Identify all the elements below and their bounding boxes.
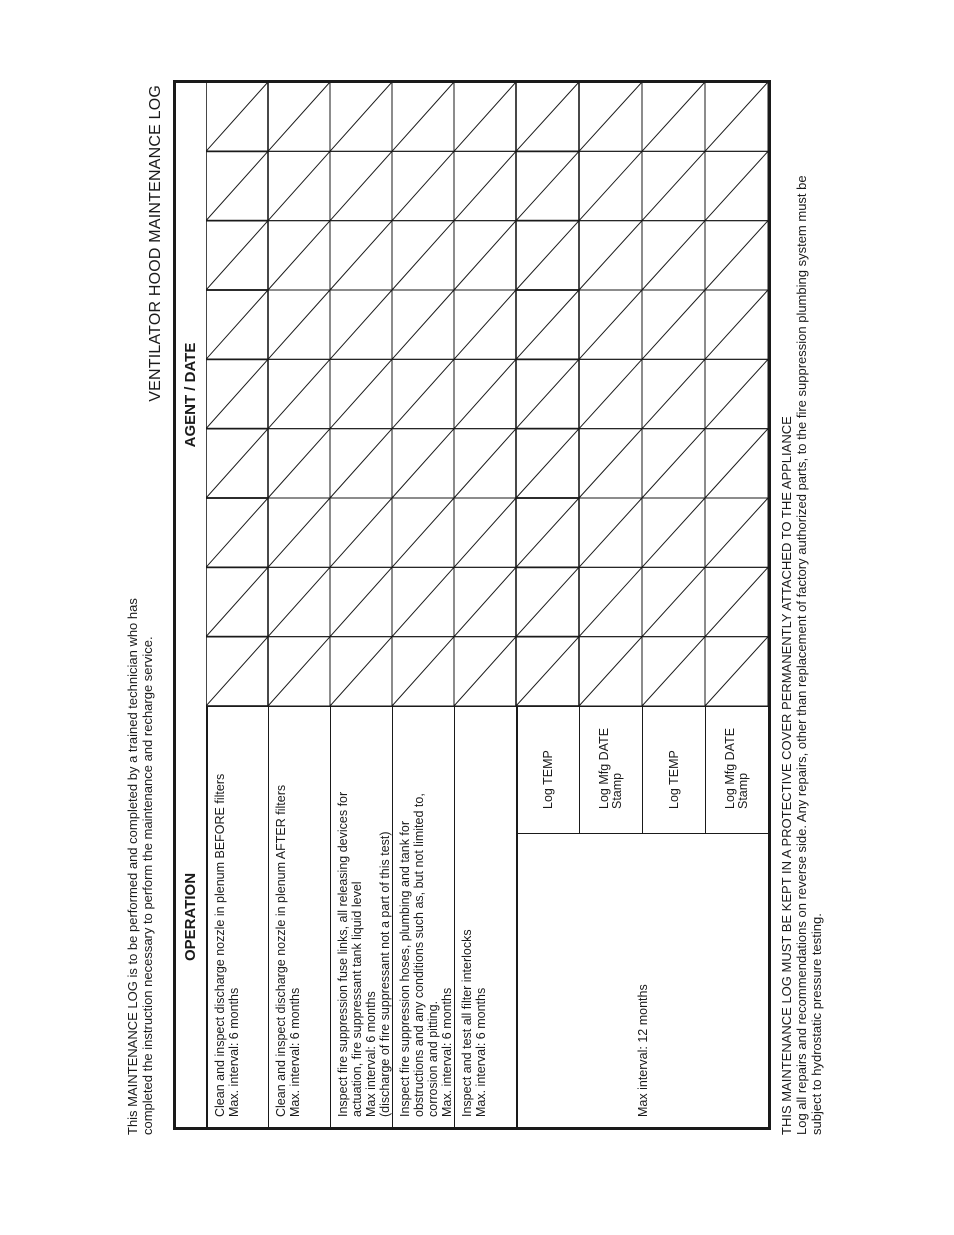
agent-date-cell[interactable] [454, 498, 516, 567]
agent-date-cell[interactable] [516, 151, 579, 220]
cell-diagonal [642, 290, 705, 359]
cell-diagonal [330, 151, 392, 220]
agent-date-cell[interactable] [454, 567, 516, 636]
temp-log-line: Log TEMP [666, 750, 681, 809]
agent-date-cell[interactable] [392, 359, 454, 428]
agent-date-cell[interactable] [705, 359, 768, 428]
operation-line: Max. interval: 6 months [227, 987, 241, 1117]
agent-date-cell[interactable] [579, 82, 642, 151]
agent-date-cell[interactable] [206, 151, 268, 220]
agent-date-cell[interactable] [268, 359, 330, 428]
agent-date-cell[interactable] [642, 359, 705, 428]
cell-diagonal [642, 637, 705, 706]
table-body [206, 83, 768, 1127]
agent-date-cell[interactable] [268, 151, 330, 220]
cell-diagonal [330, 429, 392, 498]
agent-date-cell[interactable] [330, 290, 392, 359]
agent-date-cell[interactable] [516, 429, 579, 498]
cell-diagonal [206, 359, 268, 428]
temp-log-line: Log TEMP [541, 750, 555, 809]
operation-line: (discharge of fire suppressant not a part of this test) [378, 831, 392, 1117]
cell-diagonal [206, 82, 268, 151]
operation-row [206, 707, 268, 1127]
agent-date-grid [206, 83, 768, 707]
cell-diagonal [705, 82, 768, 151]
agent-date-cell[interactable] [330, 637, 392, 706]
agent-date-cell[interactable] [642, 82, 705, 151]
agent-date-cell[interactable] [454, 290, 516, 359]
cell-diagonal [516, 429, 579, 498]
agent-date-cell[interactable] [516, 82, 579, 151]
agent-date-cell[interactable] [392, 290, 454, 359]
intro-line-2: completed the instruction necessary to perform the maintenance and recharge service. [140, 636, 155, 1135]
cell-diagonal [454, 498, 516, 567]
agent-date-cell[interactable] [206, 359, 268, 428]
cell-diagonal [206, 151, 268, 220]
agent-date-cell[interactable] [579, 498, 642, 567]
operation-text [269, 707, 302, 1127]
cell-diagonal [330, 290, 392, 359]
cell-diagonal [579, 637, 642, 706]
cell-diagonal [454, 82, 516, 151]
page-title: VENTILATOR HOOD MAINTENANCE LOG [147, 85, 164, 402]
cell-diagonal [516, 290, 579, 359]
operation-header: OPERATION [182, 872, 199, 962]
agent-date-cell[interactable] [206, 567, 268, 636]
agent-date-cell[interactable] [392, 221, 454, 290]
maintenance-log-page [115, 45, 835, 1145]
cell-diagonal [392, 359, 454, 428]
agent-date-cell[interactable] [705, 637, 768, 706]
cell-diagonal [579, 82, 642, 151]
agent-date-cell[interactable] [206, 221, 268, 290]
operation-text [393, 707, 454, 1127]
agent-date-cell[interactable] [268, 429, 330, 498]
cell-diagonal [642, 151, 705, 220]
cell-diagonal [268, 359, 330, 428]
temp-log-row [579, 707, 642, 834]
cell-diagonal [705, 290, 768, 359]
temp-log-line: Stamp [736, 772, 750, 809]
cell-diagonal [642, 429, 705, 498]
agent-date-cells [206, 82, 768, 706]
cell-diagonal [454, 359, 516, 428]
cell-diagonal [330, 359, 392, 428]
agent-date-header: AGENT / DATE [182, 342, 199, 448]
temp-log-row [705, 707, 768, 834]
cell-diagonal [642, 567, 705, 636]
cell-diagonal [392, 498, 454, 567]
operation-row [330, 707, 392, 1127]
operation-text [455, 707, 488, 1127]
agent-date-cell[interactable] [268, 221, 330, 290]
agent-date-cell[interactable] [206, 637, 268, 706]
cell-diagonal [206, 637, 268, 706]
agent-date-cell[interactable] [705, 221, 768, 290]
cell-diagonal [579, 567, 642, 636]
agent-date-cell[interactable] [579, 567, 642, 636]
cell-diagonal [330, 498, 392, 567]
cell-diagonal [206, 221, 268, 290]
agent-date-cell[interactable] [516, 498, 579, 567]
cell-diagonal [642, 498, 705, 567]
temp-interval-label: Max interval: 12 months [516, 834, 768, 1127]
cell-diagonal [516, 567, 579, 636]
agent-date-cell[interactable] [392, 151, 454, 220]
cell-diagonal [392, 290, 454, 359]
cell-diagonal [330, 82, 392, 151]
agent-date-cell[interactable] [705, 151, 768, 220]
agent-date-cell[interactable] [392, 82, 454, 151]
operation-row [268, 707, 330, 1127]
agent-date-cell[interactable] [454, 151, 516, 220]
agent-date-cell[interactable] [579, 290, 642, 359]
operation-text [208, 707, 241, 1127]
agent-date-cell[interactable] [330, 82, 392, 151]
temp-log-row [642, 707, 705, 834]
agent-date-cell[interactable] [705, 498, 768, 567]
cell-diagonal [516, 82, 579, 151]
agent-date-cell[interactable] [516, 637, 579, 706]
agent-date-cell[interactable] [268, 290, 330, 359]
intro-text [125, 495, 155, 1135]
agent-date-cell[interactable] [705, 567, 768, 636]
cell-diagonal [268, 290, 330, 359]
agent-date-cell[interactable] [642, 498, 705, 567]
temp-log-line: Log Mfg DATE [723, 727, 737, 809]
footer-notes [779, 65, 824, 1135]
cell-diagonal [579, 429, 642, 498]
cell-diagonal [579, 151, 642, 220]
operation-row [392, 707, 454, 1127]
agent-date-cell[interactable] [206, 498, 268, 567]
cell-diagonal [392, 637, 454, 706]
agent-date-cell[interactable] [330, 221, 392, 290]
operation-line: obstructions and any conditions such as, but not limited to, [412, 793, 426, 1117]
temp-log-line: Log Mfg DATE [597, 727, 611, 809]
cell-diagonal [454, 290, 516, 359]
agent-date-cell[interactable] [705, 290, 768, 359]
agent-date-cell[interactable] [642, 221, 705, 290]
agent-date-cell[interactable] [579, 429, 642, 498]
cell-diagonal [392, 221, 454, 290]
operation-line: Max. interval: 6 months [288, 987, 302, 1117]
cell-diagonal [642, 82, 705, 151]
agent-date-cell[interactable] [392, 429, 454, 498]
agent-date-cell[interactable] [705, 429, 768, 498]
agent-date-cell[interactable] [516, 221, 579, 290]
cell-diagonal [268, 151, 330, 220]
temp-log-text [598, 728, 624, 809]
agent-date-cell[interactable] [579, 637, 642, 706]
cell-diagonal [642, 221, 705, 290]
agent-date-cell[interactable] [206, 429, 268, 498]
operation-line: Max interval: 6 months [364, 991, 378, 1117]
agent-date-cell[interactable] [579, 221, 642, 290]
agent-date-cell[interactable] [516, 359, 579, 428]
footer-note-2: subject to hydrostatic pressure testing. [809, 913, 824, 1135]
operation-line: Inspect fire suppression fuse links, all releasing devices for [336, 791, 350, 1117]
cell-diagonal [268, 82, 330, 151]
agent-date-cell[interactable] [330, 151, 392, 220]
operation-line: actuation, fire suppressant tank liquid level [350, 881, 364, 1117]
cell-diagonal [516, 498, 579, 567]
cell-diagonal [268, 498, 330, 567]
operation-line: corrosion and pitting. [426, 1000, 440, 1117]
cell-diagonal [268, 637, 330, 706]
agent-date-cell[interactable] [642, 637, 705, 706]
cell-diagonal [705, 567, 768, 636]
agent-date-cell[interactable] [206, 82, 268, 151]
footer-note-1: Log all repairs and recommendations on reverse side. Any repairs, other than replacement of factory authorized parts, to the fire suppression plumbing system must be [794, 175, 809, 1135]
cell-diagonal [206, 567, 268, 636]
cell-diagonal [705, 359, 768, 428]
agent-date-cell[interactable] [330, 498, 392, 567]
cell-diagonal [642, 359, 705, 428]
cell-diagonal [392, 82, 454, 151]
agent-date-cell[interactable] [642, 567, 705, 636]
cell-diagonal [705, 429, 768, 498]
cell-diagonal [705, 151, 768, 220]
cell-diagonal [516, 637, 579, 706]
agent-date-cell[interactable] [206, 290, 268, 359]
cell-diagonal [268, 221, 330, 290]
cell-diagonal [705, 637, 768, 706]
cell-diagonal [330, 221, 392, 290]
agent-date-cell[interactable] [516, 567, 579, 636]
cell-diagonal [579, 290, 642, 359]
operation-line: Inspect fire suppression hoses, plumbing and tank for [398, 820, 412, 1117]
temp-log-text [668, 750, 681, 809]
temp-log-text [724, 728, 750, 809]
cell-diagonal [516, 151, 579, 220]
agent-date-cell[interactable] [268, 498, 330, 567]
agent-date-cell[interactable] [392, 637, 454, 706]
agent-date-cell[interactable] [454, 359, 516, 428]
maintenance-log-table [173, 80, 771, 1130]
cell-diagonal [705, 498, 768, 567]
agent-date-cell[interactable] [392, 567, 454, 636]
cell-diagonal [454, 567, 516, 636]
cell-diagonal [268, 567, 330, 636]
temp-log-row [516, 707, 579, 834]
temp-log-line: Stamp [610, 772, 624, 809]
agent-date-cell[interactable] [454, 82, 516, 151]
cell-diagonal [330, 567, 392, 636]
cell-diagonal [392, 151, 454, 220]
agent-date-cell[interactable] [268, 82, 330, 151]
cell-diagonal [516, 221, 579, 290]
cell-diagonal [206, 290, 268, 359]
cell-diagonal [206, 498, 268, 567]
operation-line: Max. interval: 6 months [440, 987, 454, 1117]
agent-date-cell[interactable] [268, 637, 330, 706]
cell-diagonal [392, 429, 454, 498]
operation-line: Inspect and test all filter interlocks [460, 929, 474, 1117]
operation-text [331, 707, 392, 1127]
agent-date-cell[interactable] [454, 637, 516, 706]
cell-diagonal [579, 221, 642, 290]
cell-diagonal [330, 637, 392, 706]
temp-log-text [542, 750, 555, 809]
agent-date-cell[interactable] [579, 151, 642, 220]
agent-date-cell[interactable] [516, 290, 579, 359]
agent-date-cell[interactable] [642, 429, 705, 498]
agent-date-cell[interactable] [330, 567, 392, 636]
cell-diagonal [206, 429, 268, 498]
operation-row [454, 707, 516, 1127]
intro-line-1: This MAINTENANCE LOG is to be performed and completed by a trained technician who has [125, 598, 140, 1135]
agent-date-cell[interactable] [268, 567, 330, 636]
footer-warning: THIS MAINTENANCE LOG MUST BE KEPT IN A PROTECTIVE COVER PERMANENTLY ATTACHED TO THE APPLIANCE [779, 416, 794, 1135]
cell-diagonal [516, 359, 579, 428]
agent-date-cell[interactable] [392, 498, 454, 567]
agent-date-cell[interactable] [642, 151, 705, 220]
agent-date-cell[interactable] [705, 82, 768, 151]
cell-diagonal [392, 567, 454, 636]
agent-date-cell[interactable] [642, 290, 705, 359]
cell-diagonal [579, 498, 642, 567]
cell-diagonal [705, 221, 768, 290]
operation-line: Max. interval: 6 months [474, 987, 488, 1117]
agent-date-cell[interactable] [330, 429, 392, 498]
cell-diagonal [454, 429, 516, 498]
agent-date-cell[interactable] [454, 221, 516, 290]
cell-diagonal [268, 429, 330, 498]
cell-diagonal [579, 359, 642, 428]
cell-diagonal [454, 151, 516, 220]
cell-diagonal [454, 221, 516, 290]
agent-date-cell[interactable] [454, 429, 516, 498]
agent-date-cell[interactable] [579, 359, 642, 428]
operation-line: Clean and inspect discharge nozzle in plenum AFTER filters [274, 784, 288, 1117]
cell-diagonal [454, 637, 516, 706]
agent-date-cell[interactable] [330, 359, 392, 428]
operation-line: Clean and inspect discharge nozzle in plenum BEFORE filters [213, 773, 227, 1117]
